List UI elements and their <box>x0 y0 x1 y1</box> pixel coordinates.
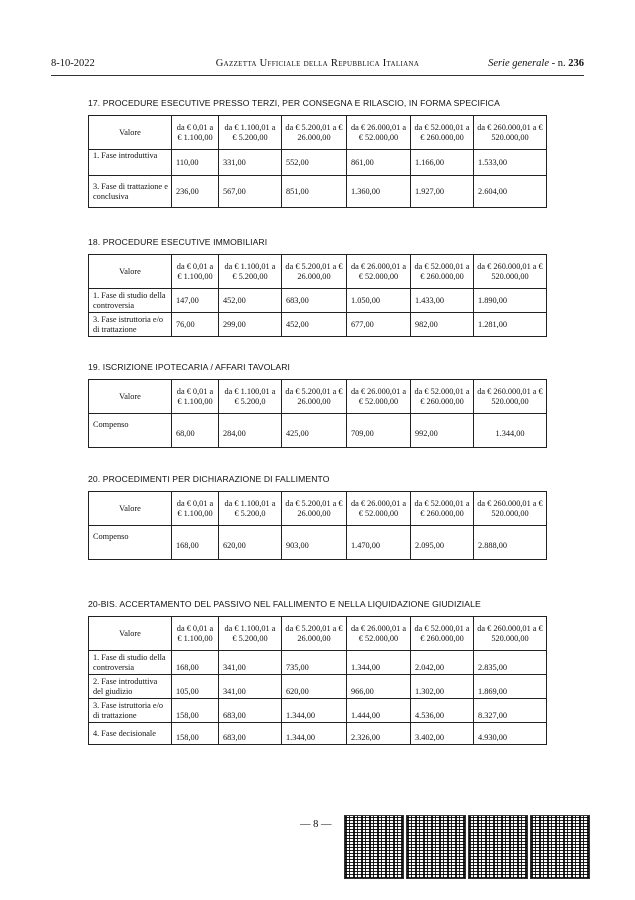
value-cell: 425,00 <box>282 414 347 448</box>
table-row <box>89 699 547 723</box>
value-cell: 2.326,00 <box>347 723 411 745</box>
value-cell: 168,00 <box>172 526 219 560</box>
value-cell: 1.433,00 <box>411 289 474 313</box>
header-cell: da € 5.200,01 a € 26.000,00 <box>282 380 347 414</box>
value-cell: 1.890,00 <box>474 289 547 313</box>
table-row <box>89 313 547 337</box>
value-cell: 2.888,00 <box>474 526 547 560</box>
value-cell: 105,00 <box>172 675 219 699</box>
value-cell: 331,00 <box>219 150 282 176</box>
header-cell: da € 26.000,01 a € 52.000,00 <box>347 255 411 289</box>
value-cell: 341,00 <box>219 651 282 675</box>
header-cell: da € 5.200,01 a € 26.000,00 <box>282 492 347 526</box>
value-cell: 284,00 <box>219 414 282 448</box>
header-cell: da € 0,01 a € 1.100,00 <box>172 492 219 526</box>
fee-table <box>88 491 547 560</box>
header-cell: da € 0,01 a € 1.100,00 <box>172 380 219 414</box>
datamatrix-code-1 <box>344 815 404 879</box>
phase-cell: 1. Fase introduttiva <box>89 150 172 176</box>
value-cell: 620,00 <box>219 526 282 560</box>
datamatrix-code-3 <box>468 815 528 879</box>
value-cell: 147,00 <box>172 289 219 313</box>
header-cell: da € 0,01 a € 1.100,00 <box>172 617 219 651</box>
header-cell: da € 0,01 a € 1.100,00 <box>172 116 219 150</box>
page-header <box>51 58 584 76</box>
phase-cell: 1. Fase di studio della controversia <box>89 289 172 313</box>
table-header-row <box>89 492 547 526</box>
section-20-bis <box>88 599 546 745</box>
header-cell: da € 1.100,01 a € 5.200,00 <box>219 255 282 289</box>
header-cell: da € 260.000,01 a € 520.000,00 <box>474 116 547 150</box>
section-title: 19. ISCRIZIONE IPOTECARIA / AFFARI TAVOLARI <box>88 362 291 372</box>
header-rule <box>51 75 584 76</box>
phase-cell: Compenso <box>89 414 172 448</box>
header-cell: da € 26.000,01 a € 52.000,00 <box>347 116 411 150</box>
table-row <box>89 675 547 699</box>
fee-table <box>88 379 547 448</box>
section-17 <box>88 98 546 208</box>
header-cell: Valore <box>89 116 172 150</box>
value-cell: 851,00 <box>282 176 347 208</box>
table-header-row <box>89 617 547 651</box>
value-cell: 1.869,00 <box>474 675 547 699</box>
value-cell: 2.042,00 <box>411 651 474 675</box>
value-cell: 567,00 <box>219 176 282 208</box>
value-cell: 76,00 <box>172 313 219 337</box>
value-cell: 1.344,00 <box>282 699 347 723</box>
value-cell: 1.050,00 <box>347 289 411 313</box>
header-cell: da € 1.100,01 a € 5.200,00 <box>219 116 282 150</box>
value-cell: 110,00 <box>172 150 219 176</box>
header-cell: da € 0,01 a € 1.100,00 <box>172 255 219 289</box>
fee-table <box>88 254 547 337</box>
header-cell: da € 5.200,01 a € 26.000,00 <box>282 255 347 289</box>
phase-cell: 3. Fase istruttoria e/o di trattazione <box>89 313 172 337</box>
value-cell: 1.470,00 <box>347 526 411 560</box>
header-cell: da € 260.000,01 a € 520.000,00 <box>474 617 547 651</box>
header-cell: da € 52.000,01 a € 260.000,00 <box>411 617 474 651</box>
table-header-row <box>89 255 547 289</box>
phase-cell: 2. Fase introduttiva del giudizio <box>89 675 172 699</box>
series-label: Serie generale <box>488 58 549 69</box>
header-cell: da € 1.100,01 a € 5.200,00 <box>219 617 282 651</box>
value-cell: 341,00 <box>219 675 282 699</box>
header-cell: da € 52.000,01 a € 260.000,00 <box>411 116 474 150</box>
value-cell: 68,00 <box>172 414 219 448</box>
section-18 <box>88 237 546 337</box>
table-row <box>89 651 547 675</box>
value-cell: 299,00 <box>219 313 282 337</box>
header-cell: Valore <box>89 380 172 414</box>
section-title: 17. PROCEDURE ESECUTIVE PRESSO TERZI, PER CONSEGNA E RILASCIO, IN FORMA SPECIFICA <box>88 98 500 108</box>
header-cell: da € 52.000,01 a € 260.000,00 <box>411 380 474 414</box>
fee-table <box>88 115 547 208</box>
phase-cell: Compenso <box>89 526 172 560</box>
value-cell: 4.930,00 <box>474 723 547 745</box>
table-header-row <box>89 380 547 414</box>
value-cell: 683,00 <box>219 723 282 745</box>
value-cell: 735,00 <box>282 651 347 675</box>
value-cell: 683,00 <box>219 699 282 723</box>
value-cell: 683,00 <box>282 289 347 313</box>
value-cell: 8.327,00 <box>474 699 547 723</box>
value-cell: 1.360,00 <box>347 176 411 208</box>
header-cell: da € 5.200,01 a € 26.000,00 <box>282 617 347 651</box>
section-19 <box>88 362 546 448</box>
value-cell: 1.444,00 <box>347 699 411 723</box>
value-cell: 452,00 <box>219 289 282 313</box>
section-20 <box>88 474 546 560</box>
value-cell: 1.344,00 <box>347 651 411 675</box>
header-cell: da € 5.200,01 a € 26.000,00 <box>282 116 347 150</box>
series-number: 236 <box>568 58 584 69</box>
section-title: 20. PROCEDIMENTI PER DICHIARAZIONE DI FALLIMENTO <box>88 474 330 484</box>
value-cell: 3.402,00 <box>411 723 474 745</box>
table-row <box>89 723 547 745</box>
header-cell: da € 1.100,01 a € 5.200,0 <box>219 380 282 414</box>
section-title: 18. PROCEDURE ESECUTIVE IMMOBILIARI <box>88 237 268 247</box>
value-cell: 966,00 <box>347 675 411 699</box>
value-cell: 1.927,00 <box>411 176 474 208</box>
value-cell: 236,00 <box>172 176 219 208</box>
value-cell: 1.302,00 <box>411 675 474 699</box>
value-cell: 903,00 <box>282 526 347 560</box>
header-cell: Valore <box>89 492 172 526</box>
header-cell: da € 260.000,01 a € 520.000,00 <box>474 380 547 414</box>
value-cell: 1.533,00 <box>474 150 547 176</box>
value-cell: 158,00 <box>172 699 219 723</box>
section-title: 20-BIS. ACCERTAMENTO DEL PASSIVO NEL FALLIMENTO E NELLA LIQUIDAZIONE GIUDIZIALE <box>88 599 481 609</box>
table-row <box>89 150 547 176</box>
value-cell: 2.835,00 <box>474 651 547 675</box>
header-cell: da € 26.000,01 a € 52.000,00 <box>347 492 411 526</box>
value-cell: 677,00 <box>347 313 411 337</box>
header-cell: da € 260.000,01 a € 520.000,00 <box>474 255 547 289</box>
header-cell: da € 26.000,01 a € 52.000,00 <box>347 380 411 414</box>
issue-date: 8-10-2022 <box>51 58 95 69</box>
phase-cell: 3. Fase di trattazione e conclusiva <box>89 176 172 208</box>
datamatrix-code-2 <box>406 815 466 879</box>
phase-cell: 3. Fase istruttoria e/o di trattazione <box>89 699 172 723</box>
fee-table <box>88 616 547 745</box>
value-cell: 1.344,00 <box>474 414 547 448</box>
value-cell: 158,00 <box>172 723 219 745</box>
value-cell: 1.344,00 <box>282 723 347 745</box>
table-row <box>89 414 547 448</box>
value-cell: 2.095,00 <box>411 526 474 560</box>
header-cell: da € 52.000,01 a € 260.000,00 <box>411 492 474 526</box>
value-cell: 552,00 <box>282 150 347 176</box>
value-cell: 861,00 <box>347 150 411 176</box>
value-cell: 982,00 <box>411 313 474 337</box>
header-cell: Valore <box>89 617 172 651</box>
table-row <box>89 289 547 313</box>
value-cell: 709,00 <box>347 414 411 448</box>
value-cell: 1.166,00 <box>411 150 474 176</box>
table-row <box>89 526 547 560</box>
datamatrix-code-4 <box>530 815 590 879</box>
value-cell: 2.604,00 <box>474 176 547 208</box>
phase-cell: 4. Fase decisionale <box>89 723 172 745</box>
table-row <box>89 176 547 208</box>
value-cell: 4.536,00 <box>411 699 474 723</box>
series-info <box>488 58 584 69</box>
header-cell: da € 260.000,01 a € 520.000,00 <box>474 492 547 526</box>
value-cell: 452,00 <box>282 313 347 337</box>
value-cell: 1.281,00 <box>474 313 547 337</box>
value-cell: 620,00 <box>282 675 347 699</box>
header-cell: Valore <box>89 255 172 289</box>
publication-title: Gazzetta Ufficiale della Repubblica Italiana <box>215 58 420 69</box>
value-cell: 992,00 <box>411 414 474 448</box>
value-cell: 168,00 <box>172 651 219 675</box>
header-cell: da € 52.000,01 a € 260.000,00 <box>411 255 474 289</box>
series-number-prefix: - n. <box>551 58 566 69</box>
phase-cell: 1. Fase di studio della controversia <box>89 651 172 675</box>
header-cell: da € 1.100,01 a € 5.200,0 <box>219 492 282 526</box>
table-header-row <box>89 116 547 150</box>
header-cell: da € 26.000,01 a € 52.000,00 <box>347 617 411 651</box>
page-number: — 8 — <box>300 819 332 830</box>
